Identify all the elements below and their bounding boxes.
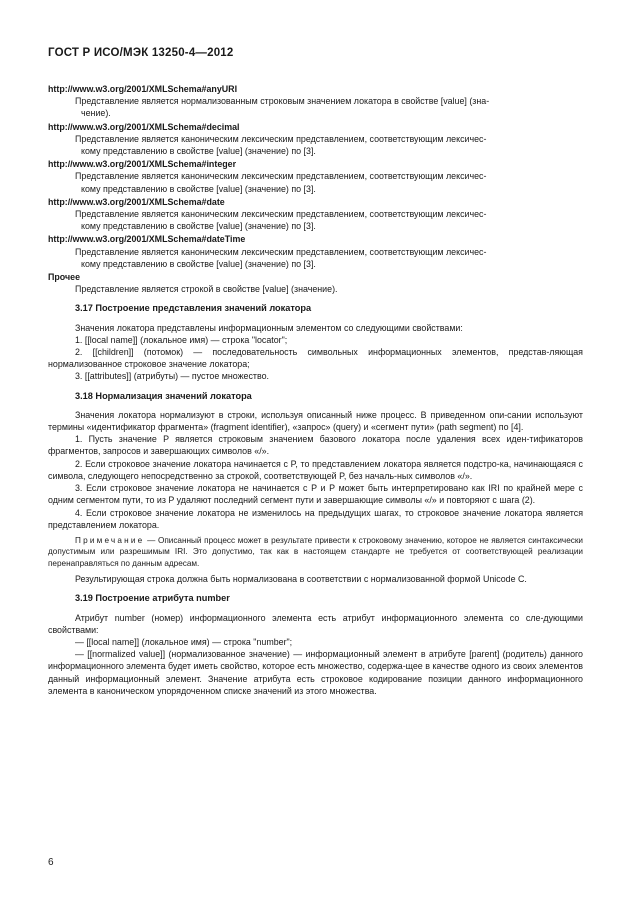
desc-line: Представление является каноническим лексическим представлением, соответствующим лексичес- — [75, 246, 487, 257]
desc-line: Представление является нормализованным строковым значением локатора в свойстве [value] (зна- — [75, 96, 490, 107]
list-item: 1. Пусть значение P является строковым значением базового локатора после удаления всех иден-тификаторов фрагментов, запросов и завершающих символов «/». — [48, 434, 583, 457]
note-label: Примечание — [75, 535, 145, 545]
desc-line: кому представлению в свойстве [value] (значение) по [3]. — [81, 258, 316, 269]
list-item: — [[local name]] (локальное имя) — строка "number"; — [75, 636, 293, 647]
note-text: — Описанный процесс может в результате привести к строковому значению, которое не является синтаксически допустимым или разрешимым IRI. Это допустимо, так как в настоящем стандарте не требуется от соответствующей реализации перенаправляться по данным адресам. — [48, 535, 583, 568]
uri-datetime: http://www.w3.org/2001/XMLSchema#dateTime — [48, 234, 246, 245]
section-3-17-intro: Значения локатора представлены информационным элементом со следующими свойствами: — [75, 322, 463, 333]
list-item: 2. Если строковое значение локатора начинается с P, то представлением локатора является подстро-ка, начинающаяся с символа, следующего непосредственно за строкой, соответствующей P, без началь-ных символов «/». — [48, 458, 583, 481]
uri-anyuri-desc — [48, 95, 583, 119]
uri-decimal: http://www.w3.org/2001/XMLSchema#decimal — [48, 121, 240, 132]
list-item: — [[normalized value]] (нормализованное значение) — информационный элемент в атрибуте [parent] (родитель) данного информационного элемента будет иметь свойство, которое есть множество, содержа-щее в качестве одного из своих элементов данный информационный элемент. Значение атрибута есть строковое кодирование позиции данного информационного элемента в каноническом упорядоченном списке значений из этого множества. — [48, 649, 583, 696]
desc-line: Представление является каноническим лексическим представлением, соответствующим лексичес- — [75, 171, 487, 182]
page-content — [48, 82, 583, 697]
list-item: 2. [[children]] (потомок) — последовательность символьных информационных элементов, представ-ляющая нормализованное строковое значение локатора; — [48, 347, 583, 370]
uri-datetime-desc — [48, 246, 583, 270]
uri-date: http://www.w3.org/2001/XMLSchema#date — [48, 196, 225, 207]
desc-line: Представление является каноническим лексическим представлением, соответствующим лексичес- — [75, 209, 487, 220]
section-3-18-intro: Значения локатора нормализуют в строки, используя описанный ниже процесс. В приведенном опи-сании используют термины «идентификатор фрагмента» (fragment identifier), «запрос» (query) и «сегмент пути» (path segment) по [4]. — [48, 409, 583, 433]
uri-date-desc — [48, 208, 583, 232]
uri-integer: http://www.w3.org/2001/XMLSchema#integer — [48, 159, 237, 170]
uri-decimal-desc — [48, 133, 583, 157]
list-item: 4. Если строковое значение локатора не изменилось на предыдущих шагах, то строковое значение локатора является представлением локатора. — [48, 507, 583, 530]
page-number: 6 — [48, 857, 54, 868]
section-3-19-intro: Атрибут number (номер) информационного элемента есть атрибут информационного элемента со сле-дующими свойствами: — [48, 612, 583, 635]
desc-line: Представление является каноническим лексическим представлением, соответствующим лексичес- — [75, 133, 487, 144]
section-3-17-title: 3.17 Построение представления значений локатора — [75, 303, 312, 314]
uri-anyuri: http://www.w3.org/2001/XMLSchema#anyURI — [48, 84, 238, 94]
note-paragraph — [48, 535, 583, 569]
desc-line: кому представлению в свойстве [value] (значение) по [3]. — [81, 183, 316, 194]
page-header: ГОСТ Р ИСО/МЭК 13250-4—2012 — [48, 47, 234, 59]
desc-line: кому представлению в свойстве [value] (значение) по [3]. — [81, 146, 316, 157]
list-item: 3. Если строковое значение локатора не начинается с P и P может быть интерпретировано как IRI по крайней мере с одним сегментом пути, то из P удаляют последний сегмент пути и завершающие символы «/» и повторяют с шага (2). — [48, 483, 583, 506]
uri-integer-desc — [48, 170, 583, 194]
list-item: 3. [[attributes]] (атрибуты) — пустое множество. — [75, 371, 270, 382]
other-heading: Прочее — [48, 272, 81, 283]
other-desc: Представление является строкой в свойстве [value] (значение). — [75, 284, 338, 295]
desc-line: кому представлению в свойстве [value] (значение) по [3]. — [81, 221, 316, 232]
section-3-19-title: 3.19 Построение атрибута number — [75, 593, 230, 604]
section-3-18-title: 3.18 Нормализация значений локатора — [75, 390, 252, 401]
desc-line: чение). — [81, 108, 111, 119]
list-item: 1. [[local name]] (локальное имя) — строка "locator"; — [75, 334, 288, 345]
section-3-18-result: Результирующая строка должна быть нормализована в соответствии с нормализованной формой Unicode C. — [75, 574, 527, 585]
